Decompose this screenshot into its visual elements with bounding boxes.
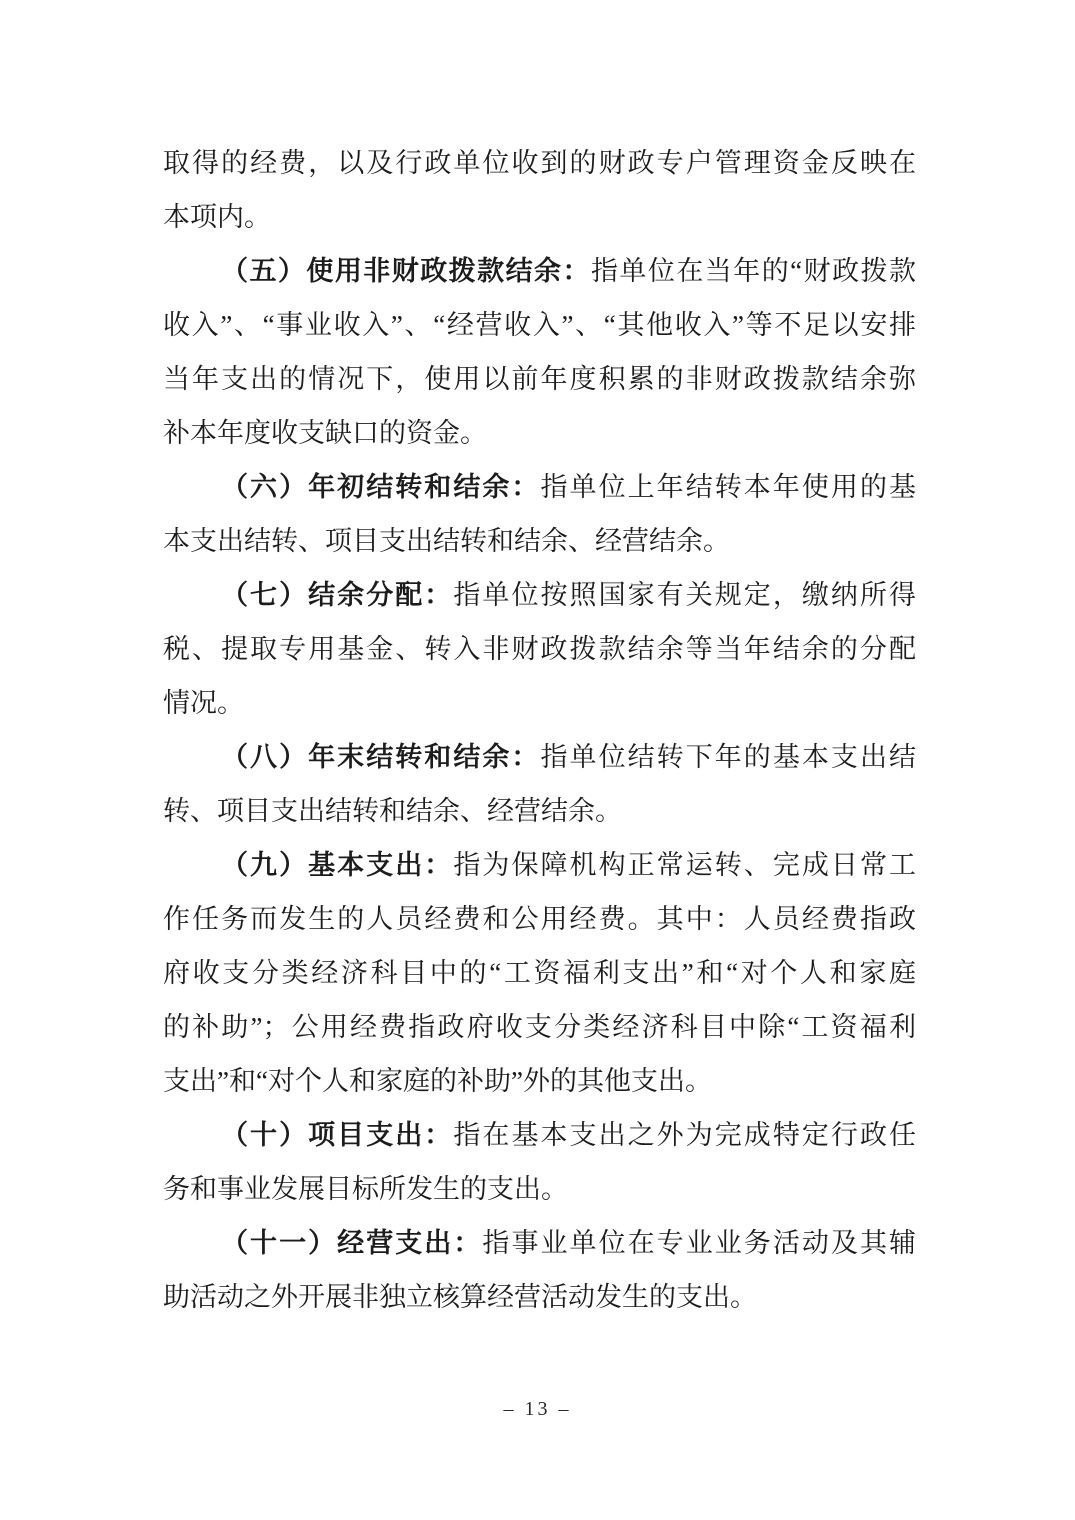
text-line [163, 892, 916, 946]
text-line [163, 1000, 916, 1054]
text-line [163, 1054, 916, 1108]
page-number: – 13 – [503, 1398, 572, 1420]
text-line [163, 352, 916, 406]
text-line [163, 406, 916, 460]
text-line [163, 298, 916, 352]
text-line [163, 622, 916, 676]
body-text: 务和事业发展目标所发生的支出。 [163, 1174, 568, 1204]
text-line [163, 1162, 916, 1216]
body-text: 指单位在当年的“财政拨款 [590, 256, 917, 286]
text-line [163, 244, 916, 298]
body-text: 作任务而发生的人员经费和公用经费。其中：人员经费指政 [163, 904, 916, 934]
document-body [163, 136, 916, 1324]
body-text: 当年支出的情况下，使用以前年度积累的非财政拨款结余弥 [163, 364, 916, 394]
term-heading: （八）年末结转和结余： [221, 742, 541, 772]
text-line [163, 136, 916, 190]
body-text: 取得的经费，以及行政单位收到的财政专户管理资金反映在 [163, 148, 916, 178]
text-line [163, 514, 916, 568]
text-line [163, 730, 916, 784]
term-heading: （七）结余分配： [221, 580, 454, 610]
term-heading: （五）使用非财政拨款结余： [221, 256, 591, 286]
text-line [163, 946, 916, 1000]
text-line [163, 190, 916, 244]
body-text: 的补助”；公用经费指政府收支分类经济科目中除“工资福利 [163, 1012, 916, 1042]
body-text: 府收支分类经济科目中的“工资福利支出”和“对个人和家庭 [163, 958, 916, 988]
body-text: 指在基本支出之外为完成特定行政任 [453, 1120, 917, 1150]
text-line [163, 568, 916, 622]
body-text: 本支出结转、项目支出结转和结余、经营结余。 [163, 526, 730, 556]
body-text: 本项内。 [163, 202, 271, 232]
term-heading: （九）基本支出： [221, 850, 454, 880]
text-line [163, 1270, 916, 1324]
body-text: 助活动之外开展非独立核算经营活动发生的支出。 [163, 1282, 757, 1312]
text-line [163, 838, 916, 892]
body-text: 指单位结转下年的基本支出结 [540, 742, 917, 772]
body-text: 补本年度收支缺口的资金。 [163, 418, 487, 448]
term-heading: （六）年初结转和结余： [221, 472, 541, 502]
body-text: 情况。 [163, 688, 244, 718]
text-line [163, 784, 916, 838]
text-line [163, 1108, 916, 1162]
term-heading: （十一）经营支出： [221, 1228, 483, 1258]
term-heading: （十）项目支出： [221, 1120, 454, 1150]
body-text: 指事业单位在专业业务活动及其辅 [482, 1228, 917, 1258]
body-text: 指单位上年结转本年使用的基 [540, 472, 917, 502]
text-line [163, 676, 916, 730]
body-text: 税、提取专用基金、转入非财政拨款结余等当年结余的分配 [163, 634, 916, 664]
body-text: 指单位按照国家有关规定，缴纳所得 [453, 580, 917, 610]
body-text: 收入”、“事业收入”、“经营收入”、“其他收入”等不足以安排 [163, 310, 916, 340]
text-line [163, 1216, 916, 1270]
body-text: 指为保障机构正常运转、完成日常工 [453, 850, 917, 880]
text-line [163, 460, 916, 514]
body-text: 转、项目支出结转和结余、经营结余。 [163, 796, 622, 826]
body-text: 支出”和“对个人和家庭的补助”外的其他支出。 [163, 1066, 712, 1096]
